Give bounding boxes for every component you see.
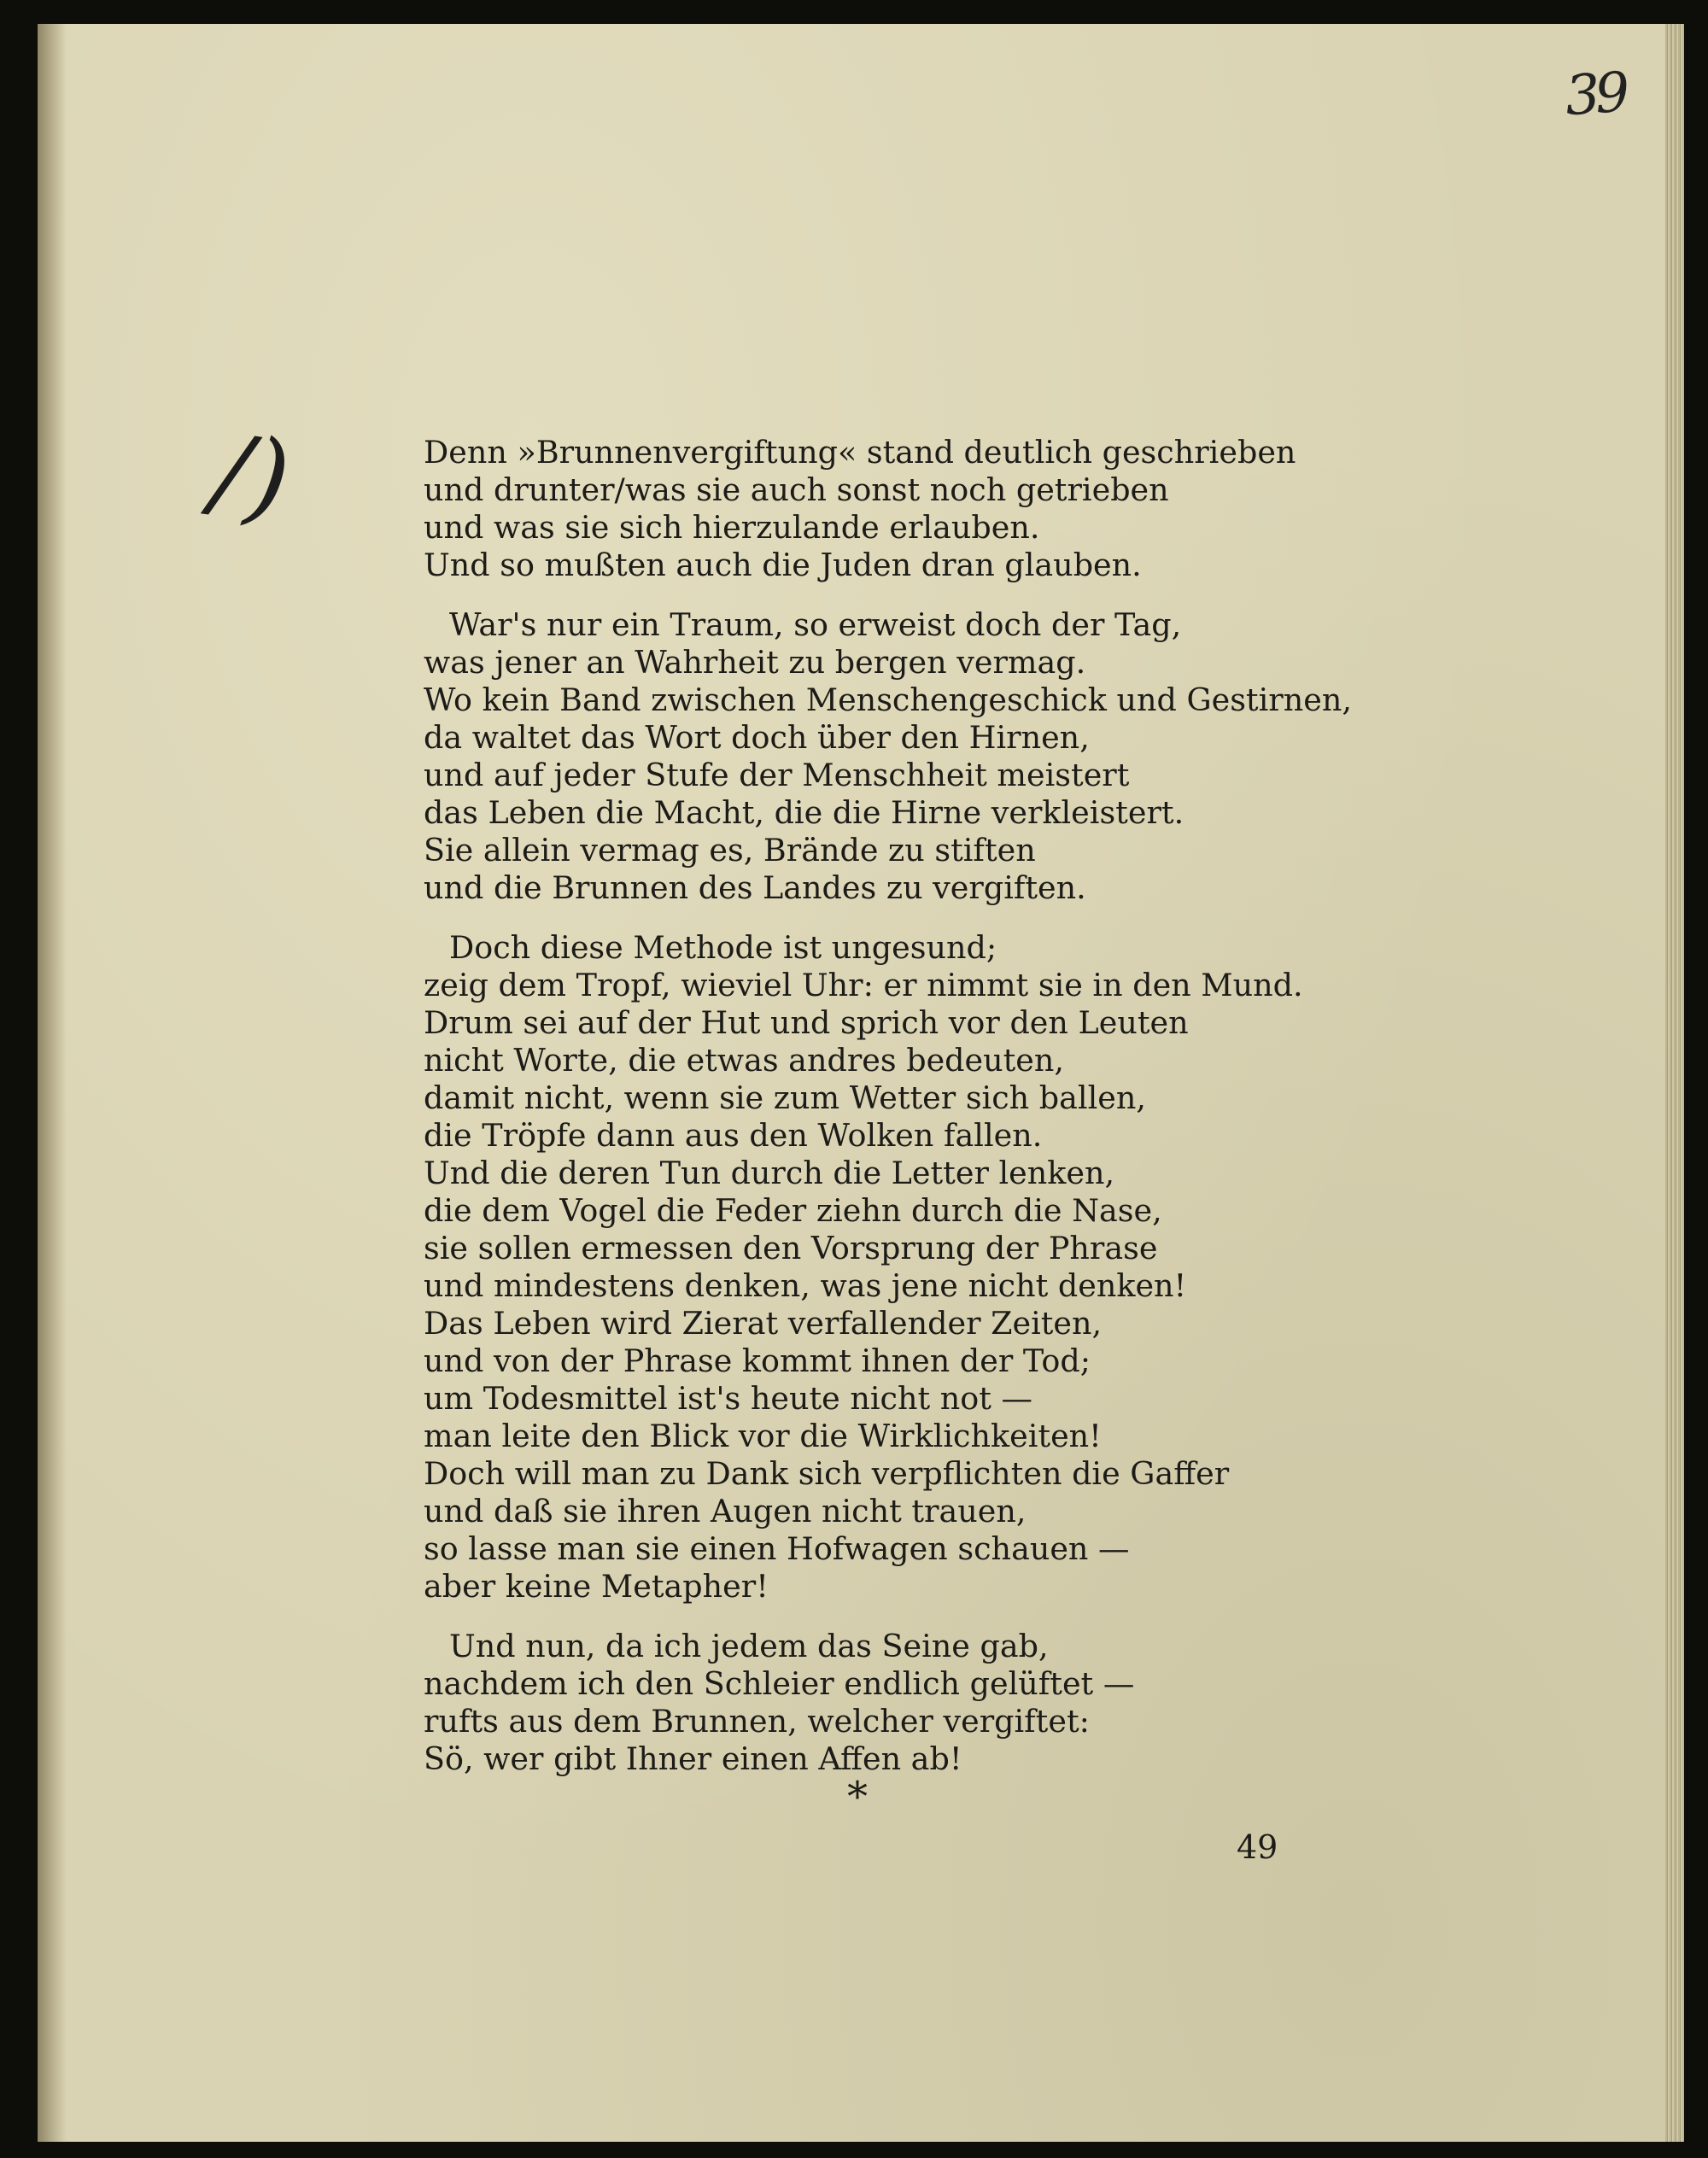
poem-line: rufts aus dem Brunnen, welcher vergiftet:: [424, 1703, 1090, 1740]
poem-line: und daß sie ihren Augen nicht trauen,: [424, 1493, 1027, 1529]
poem-line: Denn »Brunnenvergiftung« stand deutlich geschrieben: [424, 434, 1296, 471]
poem-line: Und so mußten auch die Juden dran glauben.: [424, 547, 1142, 583]
poem-line: und mindestens denken, was jene nicht denken!: [424, 1267, 1187, 1304]
poem-line: zeig dem Tropf, wieviel Uhr: er nimmt sie in den Mund.: [424, 967, 1303, 1003]
stanza-2: [424, 606, 1352, 907]
handwritten-margin-mark: /): [206, 412, 297, 541]
handwritten-folio-number: 39: [1563, 61, 1627, 129]
poem-line: Sie allein vermag es, Brände zu stiften: [424, 832, 1036, 868]
stanza-4: [424, 1628, 1329, 1778]
poem-line: aber keine Metapher!: [424, 1568, 769, 1605]
poem-line: um Todesmittel ist's heute nicht not —: [424, 1380, 1032, 1417]
printed-page-number: 49: [1237, 1828, 1278, 1866]
book-page: [38, 24, 1684, 2142]
poem-text: [424, 434, 1352, 1800]
poem-line: Und die deren Tun durch die Letter lenken,: [424, 1155, 1115, 1191]
poem-line: und auf jeder Stufe der Menschheit meistert: [424, 757, 1130, 793]
poem-line: nachdem ich den Schleier endlich gelüftet —: [424, 1665, 1135, 1702]
poem-line: und drunter/was sie auch sonst noch getrieben: [424, 471, 1169, 508]
poem-line: das Leben die Macht, die die Hirne verkleistert.: [424, 794, 1184, 831]
page-edges: [1665, 24, 1684, 2142]
section-ornament: *: [847, 1773, 868, 1821]
poem-line: da waltet das Wort doch über den Hirnen,: [424, 719, 1090, 756]
poem-line: Wo kein Band zwischen Menschengeschick und Gestirnen,: [424, 681, 1352, 718]
poem-line: die dem Vogel die Feder ziehn durch die Nase,: [424, 1192, 1162, 1229]
poem-line: und von der Phrase kommt ihnen der Tod;: [424, 1342, 1091, 1379]
poem-line: was jener an Wahrheit zu bergen vermag.: [424, 644, 1086, 681]
poem-line: sie sollen ermessen den Vorsprung der Phrase: [424, 1230, 1158, 1266]
poem-line: damit nicht, wenn sie zum Wetter sich ballen,: [424, 1079, 1146, 1116]
poem-line: Das Leben wird Zierat verfallender Zeiten,: [424, 1305, 1103, 1342]
poem-line: so lasse man sie einen Hofwagen schauen —: [424, 1530, 1130, 1567]
poem-line: Und nun, da ich jedem das Seine gab,: [449, 1628, 1049, 1664]
poem-line: nicht Worte, die etwas andres bedeuten,: [424, 1042, 1065, 1079]
stanza-1: [424, 434, 1329, 584]
poem-line: man leite den Blick vor die Wirklichkeiten!: [424, 1418, 1102, 1454]
stanza-3: [424, 929, 1329, 1605]
poem-line: Drum sei auf der Hut und sprich vor den Leuten: [424, 1004, 1189, 1041]
poem-line: Doch diese Methode ist ungesund;: [449, 929, 997, 966]
poem-line: und die Brunnen des Landes zu vergiften.: [424, 869, 1086, 906]
poem-line: Sö, wer gibt Ihner einen Affen ab!: [424, 1740, 962, 1777]
page-gutter: [38, 24, 67, 2142]
poem-line: Doch will man zu Dank sich verpflichten die Gaffer: [424, 1455, 1230, 1492]
poem-line: War's nur ein Traum, so erweist doch der Tag,: [449, 606, 1182, 643]
poem-line: und was sie sich hierzulande erlauben.: [424, 509, 1040, 546]
poem-line: die Tröpfe dann aus den Wolken fallen.: [424, 1117, 1043, 1154]
